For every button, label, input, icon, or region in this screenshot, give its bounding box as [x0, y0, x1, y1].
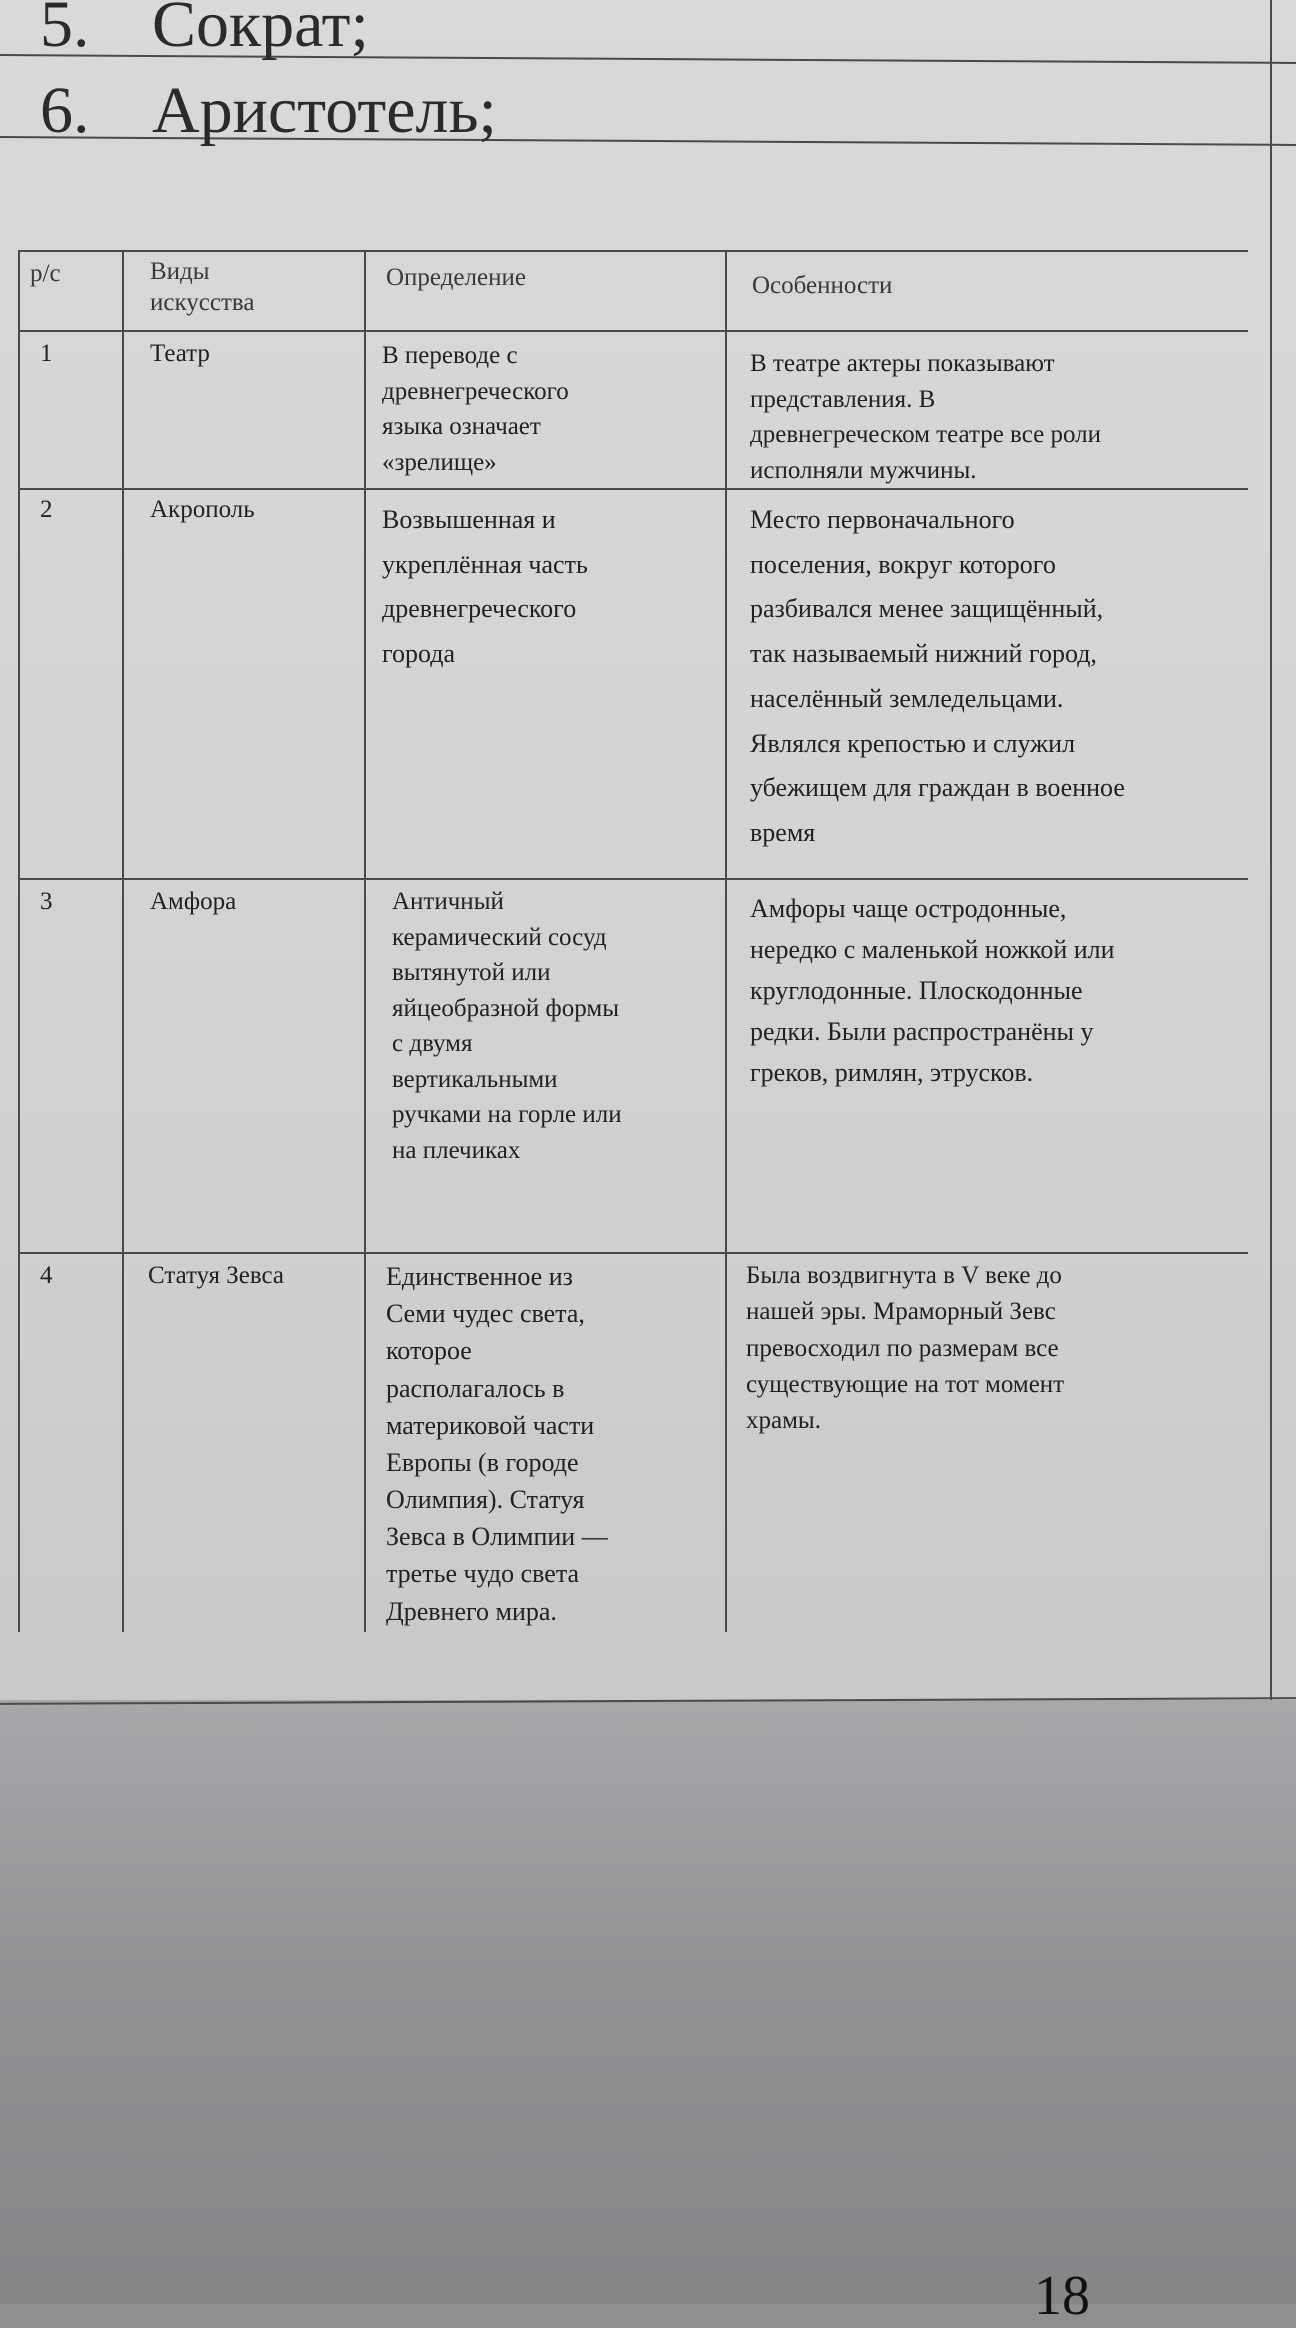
table-rule — [122, 250, 124, 1632]
column-header-features: Особенности — [752, 272, 893, 299]
table-row-definition: В переводе с древнегреческого языка означает «зрелище» — [382, 342, 569, 476]
table-rule — [725, 250, 727, 1632]
table-row-features: Место первоначального поселения, вокруг которого разбивался менее защищённый, так называемый нижний город, населённый земледельцами. Являлся крепостью и служил убежищем для граждан в военное время — [750, 505, 1125, 848]
background-surface — [0, 1700, 1296, 2304]
table-rule — [18, 330, 1248, 332]
table-rule — [18, 250, 1248, 252]
list-item-number: 5. — [40, 0, 90, 61]
table-row-number: 3 — [40, 888, 53, 915]
list-item — [40, 0, 369, 61]
list-item — [40, 74, 497, 147]
table-row-definition: Античный керамический сосуд вытянутой или яйцеобразной формы с двумя вертикальными ручками на горле или на плечиках — [392, 888, 622, 1164]
table-row-number: 4 — [40, 1262, 53, 1289]
list-item-text: Аристотель; — [152, 74, 497, 147]
column-header-kind: Виды искусства — [150, 258, 255, 317]
table-row-definition: Возвышенная и укреплённая часть древнегреческого города — [382, 505, 588, 669]
table-rule — [18, 878, 1248, 880]
table-rule — [364, 250, 366, 1632]
page-number: 18 — [1034, 2265, 1090, 2327]
column-header-definition: Определение — [386, 264, 526, 291]
table-row-features: Была воздвигнута в V веке до нашей эры. Мраморный Зевс превосходил по размерам все существующие на тот момент храмы. — [746, 1262, 1065, 1434]
table-row-features: В театре актеры показывают представления. В древнегреческом театре все роли исполняли мужчины. — [750, 350, 1101, 484]
table-row-features: Амфоры чаще остродонные, нередко с маленькой ножкой или круглодонные. Плоскодонные редки. Были распространёны у греков, римлян, этрусков. — [750, 894, 1115, 1088]
page-border-right — [1270, 0, 1272, 1700]
table-row-kind: Акрополь — [150, 496, 255, 523]
table-row-kind: Статуя Зевса — [148, 1262, 285, 1289]
table-row-kind: Амфора — [150, 888, 237, 915]
column-header-number: р/с — [30, 260, 61, 287]
table-row-definition: Единственное из Семи чудес света, которое располагалось в материковой части Европы (в городе Олимпия). Статуя Зевса в Олимпии — третье чудо света Древнего мира. — [386, 1262, 608, 1626]
table-row-number: 2 — [40, 496, 53, 523]
list-item-text: Сократ; — [152, 0, 369, 61]
table-row-number: 1 — [40, 340, 53, 367]
table-row-kind: Театр — [150, 340, 210, 367]
table-rule — [18, 488, 1248, 490]
list-item-number: 6. — [40, 74, 90, 147]
table-rule — [18, 250, 20, 1632]
table-rule — [18, 1252, 1248, 1254]
